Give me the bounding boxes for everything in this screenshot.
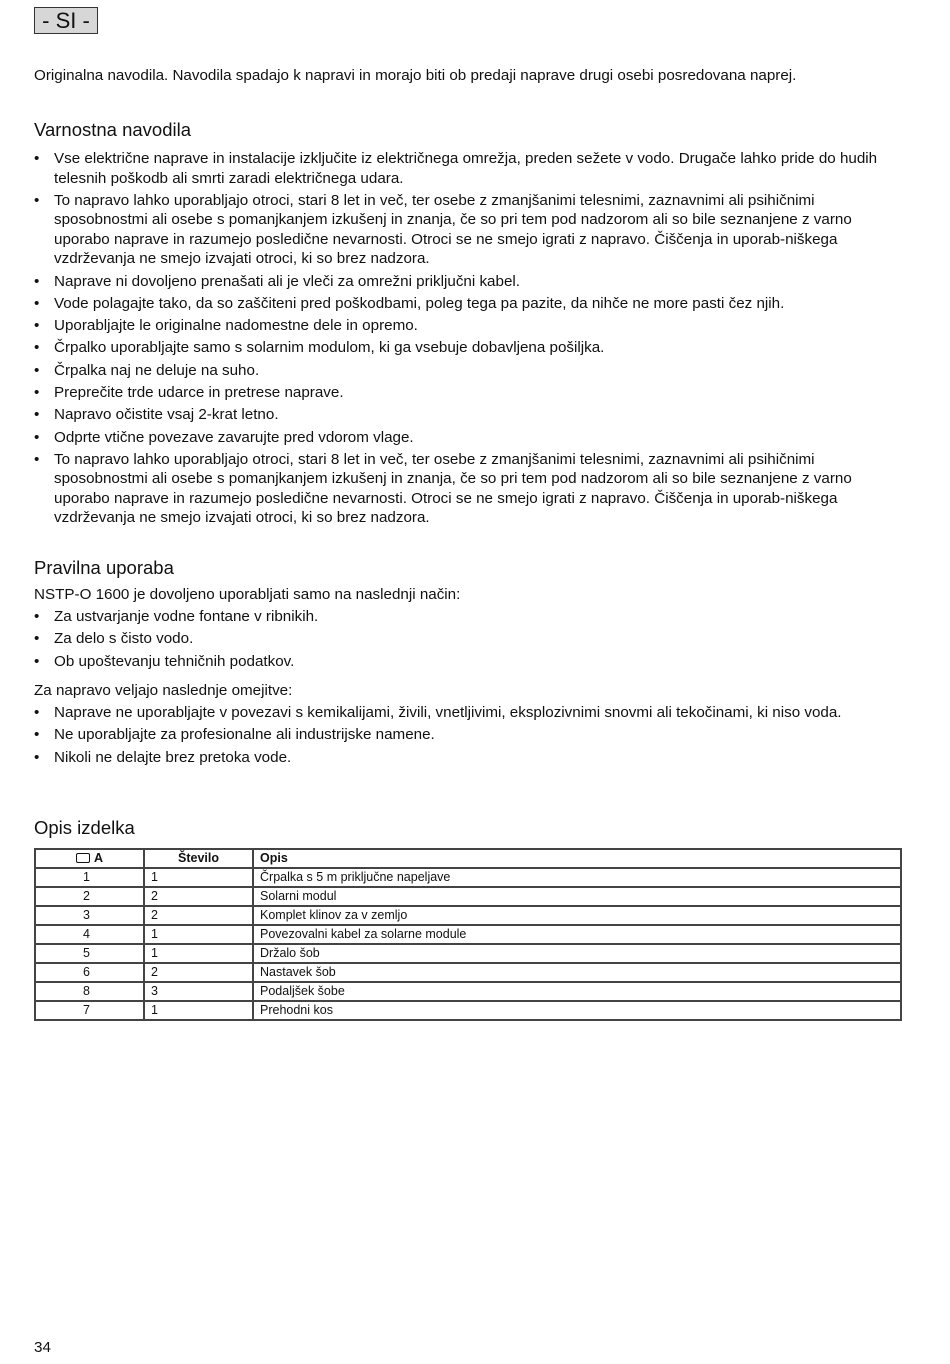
cell-position: 2 [36, 888, 143, 905]
language-badge: - SI - [34, 7, 98, 34]
column-header-description: Opis [254, 850, 900, 867]
parts-table [34, 848, 902, 1021]
cell-description: Komplet klinov za v zemljo [254, 907, 900, 924]
table-row [36, 926, 900, 943]
list-item: • Vode polagajte tako, da so zaščiteni pred poškodbami, poleg tega pa pazite, da nihče ne more pasti čez njih. [34, 294, 904, 314]
product-heading: Opis izdelka [34, 817, 135, 838]
list-item: • Nikoli ne delajte brez pretoka vode. [34, 748, 904, 768]
safety-list [34, 149, 904, 531]
table-row [36, 907, 900, 924]
list-item: • Za delo s čisto vodo. [34, 629, 904, 649]
restrictions-list [34, 703, 904, 770]
table-row [36, 869, 900, 886]
column-header-count: Število [145, 850, 252, 867]
table-header-row [36, 850, 900, 867]
list-item: • Črpalka naj ne deluje na suho. [34, 361, 904, 381]
column-header-a: A [36, 850, 143, 867]
cell-count: 1 [145, 926, 252, 943]
page-number: 34 [34, 1339, 51, 1356]
usage-list [34, 607, 904, 674]
cell-count: 2 [145, 907, 252, 924]
table-row [36, 964, 900, 981]
cell-description: Nastavek šob [254, 964, 900, 981]
cell-count: 1 [145, 1002, 252, 1019]
safety-heading: Varnostna navodila [34, 119, 192, 140]
cell-description: Prehodni kos [254, 1002, 900, 1019]
list-item: • Za ustvarjanje vodne fontane v ribnikih. [34, 607, 904, 627]
figure-icon [76, 853, 90, 863]
cell-description: Solarni modul [254, 888, 900, 905]
cell-count: 1 [145, 945, 252, 962]
list-item: • To napravo lahko uporabljajo otroci, stari 8 let in več, ter osebe z zmanjšanimi telesnimi, zaznavnimi ali psihičnimi sposobnostmi ali osebe s pomanjkanjem izkušenj in znanja, če so pri tem pod nadzorom ali so bile seznanjene z varno uporabo naprave in razumejo posledične nevarnosti. Otroci se ne smejo igrati z napravo. Čiščenja in uporab-niškega vzdrževanja ne smejo izvajati otroci, ki so brez nadzora. [34, 191, 904, 269]
table-row [36, 1002, 900, 1019]
usage-intro: NSTP-O 1600 je dovoljeno uporabljati samo na naslednji način: [34, 586, 461, 603]
cell-position: 8 [36, 983, 143, 1000]
cell-position: 4 [36, 926, 143, 943]
list-item: • Uporabljajte le originalne nadomestne dele in opremo. [34, 316, 904, 336]
list-item: • Naprave ne uporabljajte v povezavi s kemikalijami, živili, vnetljivimi, eksplozivnimi snovmi ali tekočinami, ki niso voda. [34, 703, 904, 723]
cell-description: Podaljšek šobe [254, 983, 900, 1000]
list-item: • Napravo očistite vsaj 2-krat letno. [34, 405, 904, 425]
cell-count: 3 [145, 983, 252, 1000]
cell-description: Držalo šob [254, 945, 900, 962]
intro-text: Originalna navodila. Navodila spadajo k napravi in morajo biti ob predaji naprave drugi osebi posredovana naprej. [34, 67, 797, 84]
list-item: • Naprave ni dovoljeno prenašati ali je vleči za omrežni priključni kabel. [34, 272, 904, 292]
table-row [36, 945, 900, 962]
list-item: • Ob upoštevanju tehničnih podatkov. [34, 652, 904, 672]
cell-description: Črpalka s 5 m priključne napeljave [254, 869, 900, 886]
cell-position: 3 [36, 907, 143, 924]
list-item: • Odprte vtične povezave zavarujte pred vdorom vlage. [34, 428, 904, 448]
cell-position: 6 [36, 964, 143, 981]
usage-heading: Pravilna uporaba [34, 557, 174, 578]
cell-position: 1 [36, 869, 143, 886]
cell-count: 2 [145, 964, 252, 981]
cell-position: 7 [36, 1002, 143, 1019]
cell-count: 2 [145, 888, 252, 905]
list-item: • Vse električne naprave in instalacije izključite iz električnega omrežja, preden sežete v vodo. Drugače lahko pride do hudih telesnih poškodb ali smrti zaradi električnega udara. [34, 149, 904, 188]
list-item: • Ne uporabljajte za profesionalne ali industrijske namene. [34, 725, 904, 745]
cell-position: 5 [36, 945, 143, 962]
cell-count: 1 [145, 869, 252, 886]
table-row [36, 983, 900, 1000]
restrictions-intro: Za napravo veljajo naslednje omejitve: [34, 682, 293, 699]
cell-description: Povezovalni kabel za solarne module [254, 926, 900, 943]
table-row [36, 888, 900, 905]
list-item: • To napravo lahko uporabljajo otroci, stari 8 let in več, ter osebe z zmanjšanimi telesnimi, zaznavnimi ali psihičnimi sposobnostmi ali osebe s pomanjkanjem izkušenj in znanja, če so pri tem pod nadzorom ali so bile seznanjene z varno uporabo naprave in razumejo posledične nevarnosti. Otroci se ne smejo igrati z napravo. Čiščenja in uporab-niškega vzdrževanja ne smejo izvajati otroci, ki so brez nadzora. [34, 450, 904, 528]
list-item: • Črpalko uporabljajte samo s solarnim modulom, ki ga vsebuje dobavljena pošiljka. [34, 338, 904, 358]
list-item: • Preprečite trde udarce in pretrese naprave. [34, 383, 904, 403]
